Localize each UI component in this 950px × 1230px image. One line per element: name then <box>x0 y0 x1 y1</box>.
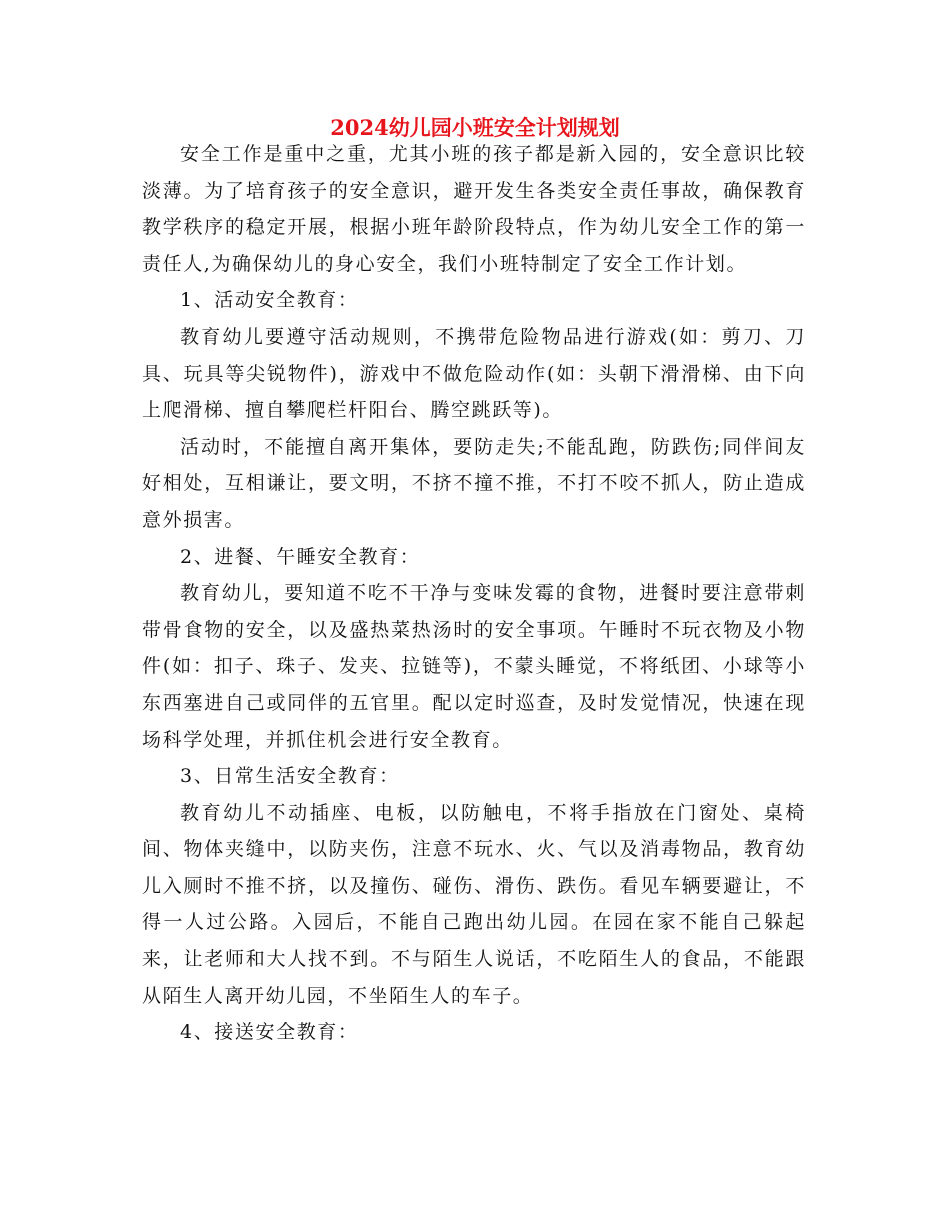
paragraph-meal-nap: 教育幼儿，要知道不吃不干净与变味发霉的食物，进餐时要注意带刺带骨食物的安全，以及盛热菜热汤时的安全事项。午睡时不玩衣物及小物件(如：扣子、珠子、发夹、拉链等)，不蒙头睡觉，不将纸团、小球等小东西塞进自己或同伴的五官里。配以定时巡查，及时发觉情况，快速在现场科学处理，并抓住机会进行安全教育。 <box>142 582 806 751</box>
section-heading-meal-nap-safety: 2、进餐、午睡安全教育： <box>180 545 421 568</box>
paragraph-daily-life: 教育幼儿不动插座、电板，以防触电，不将手指放在门窗处、桌椅间、物体夹缝中，以防夹伤，注意不玩水、火、气以及消毒物品，教育幼儿入厕时不推不挤，以及撞伤、碰伤、滑伤、跌伤。看见车辆要避让，不得一人过公路。入园后，不能自己跑出幼儿园。在园在家不能自己躲起来，让老师和大人找不到。不与陌生人说话，不吃陌生人的食品，不能跟从陌生人离开幼儿园，不坐陌生人的车子。 <box>142 801 806 1007</box>
paragraph-activity-rules: 教育幼儿要遵守活动规则，不携带危险物品进行游戏(如：剪刀、刀具、玩具等尖锐物件)，游戏中不做危险动作(如：头朝下滑滑梯、由下向上爬滑梯、擅自攀爬栏杆阳台、腾空跳跃等)。 <box>142 325 806 422</box>
document-body <box>142 136 806 1051</box>
section-heading-pickup-safety: 4、接送安全教育： <box>180 1021 359 1044</box>
intro-paragraph: 安全工作是重中之重，尤其小班的孩子都是新入园的，安全意识比较淡薄。为了培育孩子的安全意识，避开发生各类安全责任事故，确保教育教学秩序的稳定开展，根据小班年龄阶段特点，作为幼儿安全工作的第一责任人,为确保幼儿的身心安全，我们小班特制定了安全工作计划。 <box>142 143 806 275</box>
document-title: 2024幼儿园小班安全计划规划 <box>330 115 620 140</box>
section-heading-daily-life-safety: 3、日常生活安全教育： <box>180 765 400 788</box>
section-heading-activity-safety: 1、活动安全教育： <box>180 289 359 312</box>
paragraph-activity-group: 活动时，不能擅自离开集体，要防走失;不能乱跑，防跌伤;同伴间友好相处，互相谦让，要文明，不挤不撞不推，不打不咬不抓人，防止造成意外损害。 <box>142 435 806 531</box>
